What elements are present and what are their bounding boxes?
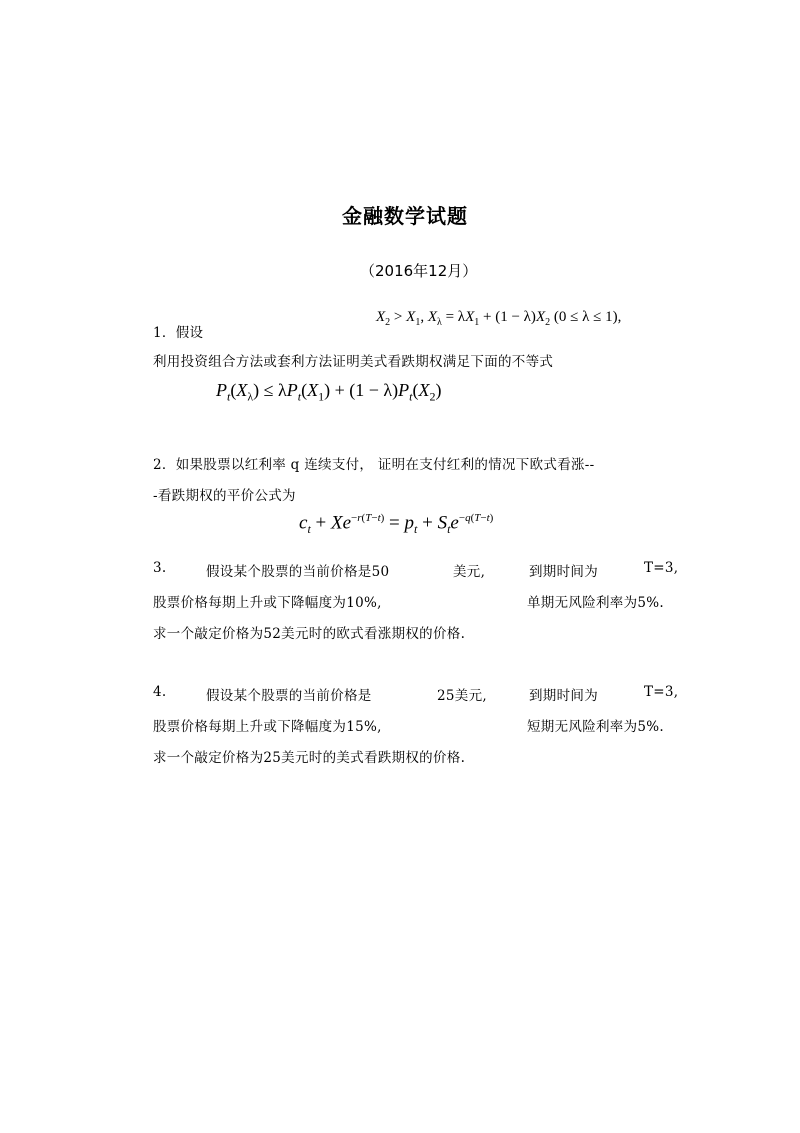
q3-line1-seg1: 假设某个股票的当前价格是50: [206, 564, 390, 580]
q4-line1-seg3: 到期时间为: [529, 688, 598, 704]
q3-line1-seg3: 到期时间为: [529, 564, 598, 580]
q4-number: 4.: [153, 684, 167, 700]
q2-parity-formula: $c_t + Xe^{-r(T-t)} = p_t + S_te^{-q(T-t)}$: [299, 512, 494, 537]
q3-line1-seg4: T=3,: [644, 560, 679, 576]
q4-line2-seg1: 股票价格每期上升或下降幅度为15%,: [153, 719, 382, 735]
q1-inequality-formula: $P_t(X_\lambda) \le \lambda P_t(X_1) + (1 - \lambda)P_t(X_2)$: [216, 380, 442, 404]
q1-condition-formula: $X_2 > X_1$, $X_\lambda = \lambda X_1 + (1 - \lambda)X_2$ (0 ≤ λ ≤ 1),: [376, 309, 622, 328]
q4-line1-seg1: 假设某个股票的当前价格是: [206, 688, 372, 704]
q4-line3: 求一个敲定价格为25美元时的美式看跌期权的价格.: [153, 750, 466, 766]
q3-number: 3.: [153, 560, 167, 576]
page-title: 金融数学试题: [342, 204, 468, 228]
q1-text: 利用投资组合方法或套利方法证明美式看跌期权满足下面的不等式: [153, 354, 554, 370]
q3-line1-seg2: 美元,: [453, 564, 486, 580]
q4-line2-seg2: 短期无风险利率为5%.: [527, 719, 665, 735]
q4-line1-seg4: T=3,: [644, 684, 679, 700]
exam-date: （2016年12月）: [360, 262, 478, 280]
q2-line-2: -看跌期权的平价公式为: [153, 488, 296, 504]
q3-line2-seg1: 股票价格每期上升或下降幅度为10%,: [153, 595, 382, 611]
q4-line1-seg2: 25美元,: [437, 688, 487, 704]
q3-line2-seg2: 单期无风险利率为5%.: [527, 595, 665, 611]
q2-line-1: 2．如果股票以红利率 q 连续支付， 证明在支付红利的情况下欧式看涨--: [153, 457, 595, 473]
q3-line3: 求一个敲定价格为52美元时的欧式看涨期权的价格.: [153, 626, 466, 642]
q1-number-label: 1．假设: [153, 325, 204, 341]
